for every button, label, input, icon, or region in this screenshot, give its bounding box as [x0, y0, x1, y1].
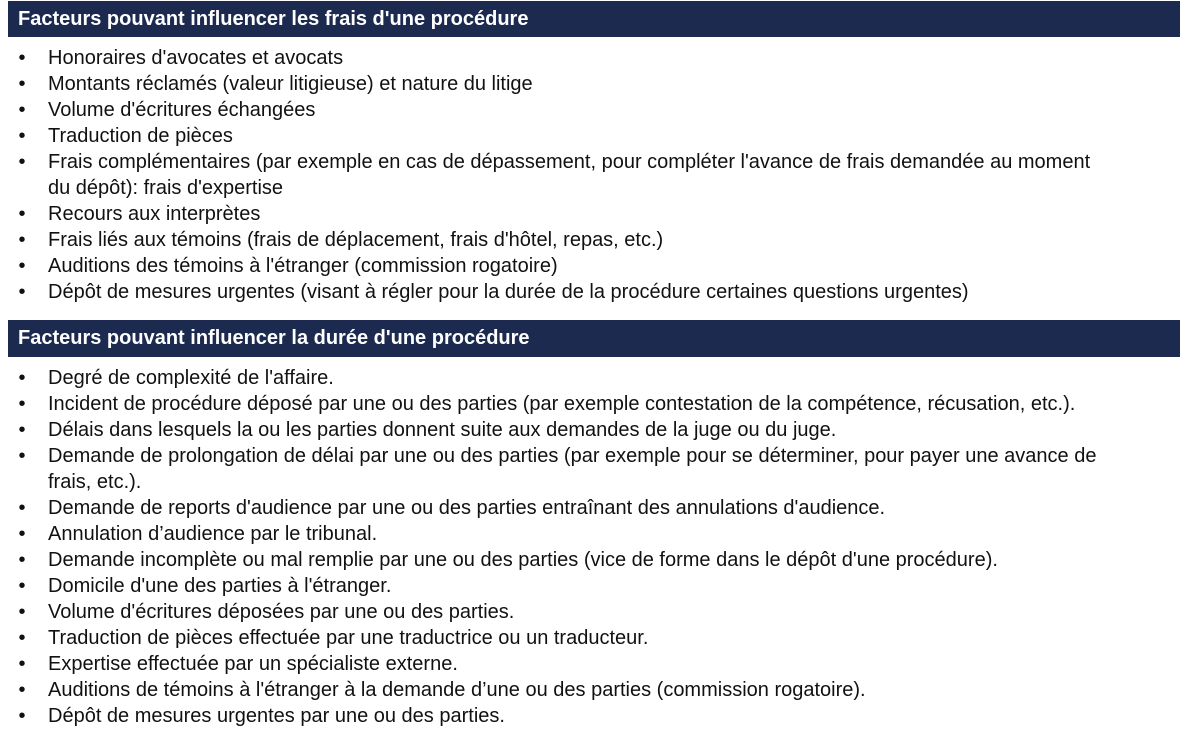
list-item	[0, 677, 1187, 703]
bullet-icon: •	[18, 575, 26, 597]
list-item	[0, 443, 1187, 495]
list-item	[0, 651, 1187, 677]
list-item-text: Degré de complexité de l'affaire.	[48, 367, 334, 389]
bullet-icon: •	[18, 367, 26, 389]
list-item-text: Dépôt de mesures urgentes par une ou des parties.	[48, 705, 505, 727]
list-item-text: Auditions de témoins à l'étranger à la demande d’une ou des parties (commission rogatoire).	[48, 679, 866, 701]
list-item-text: Volume d'écritures échangées	[48, 99, 316, 121]
section-title-frais: Facteurs pouvant influencer les frais d'une procédure	[8, 1, 1180, 37]
bullet-icon: •	[18, 419, 26, 441]
list-item	[0, 45, 1187, 71]
list-item	[0, 71, 1187, 97]
list-item-text: Traduction de pièces	[48, 125, 233, 147]
bullet-icon: •	[18, 203, 26, 225]
list-item	[0, 279, 1187, 305]
bullet-icon: •	[18, 627, 26, 649]
bullet-icon: •	[18, 281, 26, 303]
bullet-icon: •	[18, 125, 26, 147]
list-item	[0, 97, 1187, 123]
list-item	[0, 149, 1187, 201]
list-item	[0, 599, 1187, 625]
bullet-list-duree	[0, 365, 1187, 729]
list-item-text: Montants réclamés (valeur litigieuse) et nature du litige	[48, 73, 533, 95]
list-item-text: Traduction de pièces effectuée par une traductrice ou un traducteur.	[48, 627, 649, 649]
list-item-text: Délais dans lesquels la ou les parties donnent suite aux demandes de la juge ou du juge.	[48, 419, 837, 441]
list-item-text: Volume d'écritures déposées par une ou des parties.	[48, 601, 515, 623]
list-item	[0, 391, 1187, 417]
list-item	[0, 703, 1187, 729]
bullet-icon: •	[18, 99, 26, 121]
list-item	[0, 573, 1187, 599]
bullet-icon: •	[18, 73, 26, 95]
list-item	[0, 521, 1187, 547]
list-item	[0, 365, 1187, 391]
bullet-icon: •	[18, 601, 26, 623]
bullet-icon: •	[18, 705, 26, 727]
list-item-text: Annulation d’audience par le tribunal.	[48, 523, 378, 545]
list-item-text: Frais complémentaires (par exemple en cas de dépassement, pour compléter l'avance de frais demandée au moment du dépôt): frais d'expertise	[48, 151, 1091, 199]
list-item	[0, 227, 1187, 253]
list-item-text: Expertise effectuée par un spécialiste externe.	[48, 653, 458, 675]
list-item	[0, 417, 1187, 443]
bullet-list-frais	[0, 45, 1187, 305]
list-item	[0, 495, 1187, 521]
bullet-icon: •	[18, 393, 26, 415]
bullet-icon: •	[18, 653, 26, 675]
bullet-icon: •	[18, 151, 26, 173]
list-item	[0, 253, 1187, 279]
list-item	[0, 201, 1187, 227]
bullet-icon: •	[18, 497, 26, 519]
bullet-icon: •	[18, 229, 26, 251]
bullet-icon: •	[18, 679, 26, 701]
bullet-icon: •	[18, 523, 26, 545]
list-item-text: Frais liés aux témoins (frais de déplacement, frais d'hôtel, repas, etc.)	[48, 229, 664, 251]
section-title-duree: Facteurs pouvant influencer la durée d'une procédure	[8, 320, 1180, 357]
list-item-text: Domicile d'une des parties à l'étranger.	[48, 575, 392, 597]
list-item-text: Recours aux interprètes	[48, 203, 261, 225]
list-item	[0, 547, 1187, 573]
list-item-text: Dépôt de mesures urgentes (visant à régler pour la durée de la procédure certaines questions urgentes)	[48, 281, 969, 303]
list-item-text: Demande de reports d'audience par une ou des parties entraînant des annulations d'audience.	[48, 497, 886, 519]
list-item	[0, 123, 1187, 149]
list-item-text: Auditions des témoins à l'étranger (commission rogatoire)	[48, 255, 558, 277]
bullet-icon: •	[18, 255, 26, 277]
list-item-text: Incident de procédure déposé par une ou des parties (par exemple contestation de la compétence, récusation, etc.).	[48, 393, 1076, 415]
bullet-icon: •	[18, 47, 26, 69]
list-item-text: Demande de prolongation de délai par une ou des parties (par exemple pour se déterminer, pour payer une avance de frais, etc.).	[48, 445, 1097, 493]
bullet-icon: •	[18, 549, 26, 571]
list-item-text: Honoraires d'avocates et avocats	[48, 47, 344, 69]
list-item-text: Demande incomplète ou mal remplie par une ou des parties (vice de forme dans le dépôt d'une procédure).	[48, 549, 998, 571]
bullet-icon: •	[18, 445, 26, 467]
list-item	[0, 625, 1187, 651]
